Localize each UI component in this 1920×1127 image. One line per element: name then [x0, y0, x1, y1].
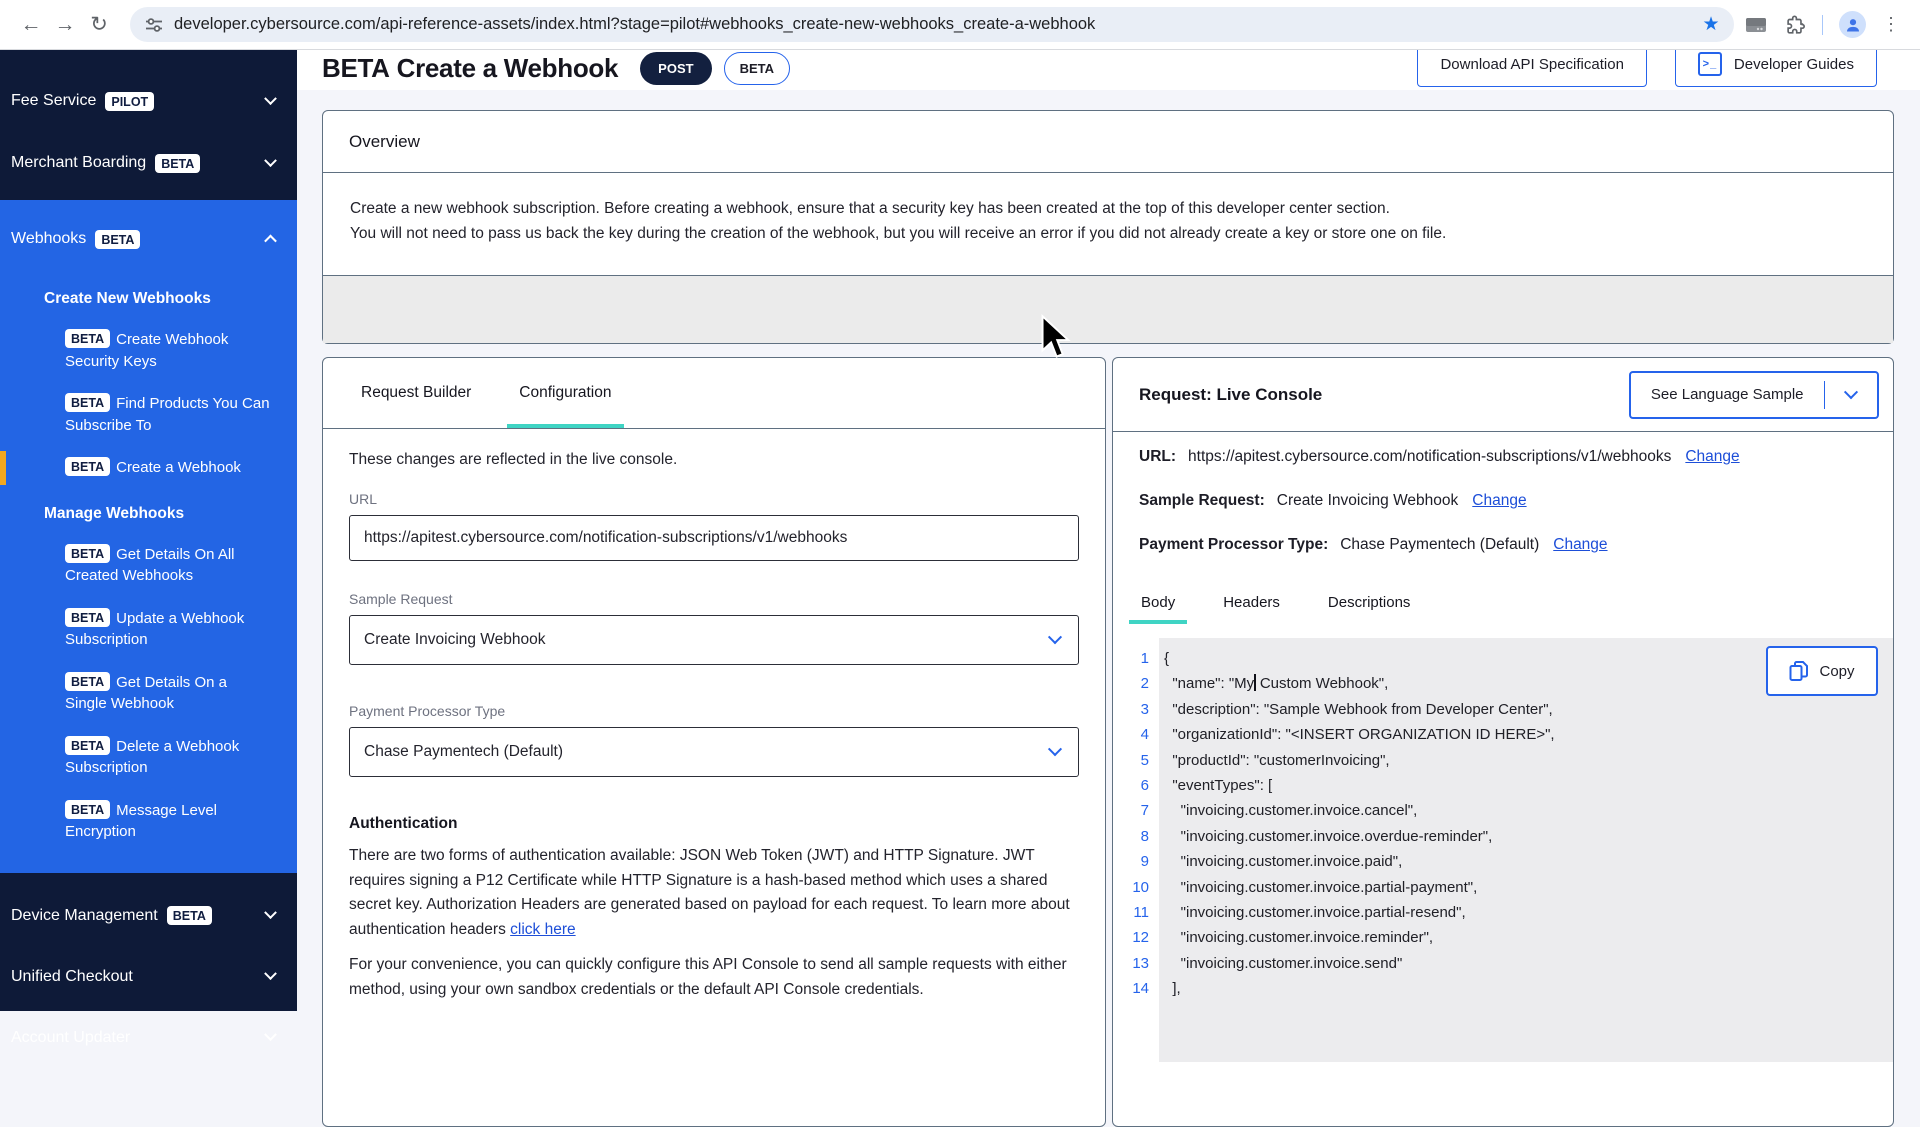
sidebar-item-find-products[interactable]: [0, 393, 297, 436]
beta-badge: BETA: [65, 457, 110, 476]
bookmark-star-icon[interactable]: ★: [1702, 14, 1720, 35]
beta-badge: BETA: [65, 800, 110, 819]
chevron-up-icon: [264, 234, 277, 247]
forward-icon[interactable]: →: [54, 12, 76, 36]
chevron-down-icon: [264, 92, 277, 105]
keyboard-icon[interactable]: [1744, 15, 1768, 35]
beta-badge: BETA: [65, 736, 110, 755]
authentication-paragraph-1: [349, 844, 1079, 942]
authentication-paragraph-2: For your convenience, you can quickly configure this API Console to send all sample requests with either method, using your own sandbox credentials or the default API Console credentials.: [349, 956, 1067, 998]
beta-badge: BETA: [65, 544, 110, 563]
url-address-text[interactable]: developer.cybersource.com/api-reference-assets/index.html?stage=pilot#webhooks_create-new-webhooks_create-a-webhook: [174, 15, 1096, 33]
tab-request-builder[interactable]: Request Builder: [361, 384, 472, 401]
beta-badge: BETA: [155, 154, 200, 173]
group-title-create-new-webhooks: Create New Webhooks: [44, 290, 211, 307]
line-number: 2: [1140, 675, 1149, 693]
code-line[interactable]: 10 "invoicing.customer.invoice.partial-payment",: [1113, 875, 1893, 900]
toolbar-actions: [1744, 11, 1907, 38]
sidebar-item-label: Device Management: [11, 906, 158, 924]
profile-avatar[interactable]: [1839, 11, 1866, 38]
code-line[interactable]: 13 "invoicing.customer.invoice.send": [1113, 951, 1893, 976]
tab-headers[interactable]: Headers: [1223, 593, 1280, 611]
see-language-sample-button[interactable]: [1629, 371, 1879, 419]
code-line[interactable]: 12 "invoicing.customer.invoice.reminder",: [1113, 925, 1893, 950]
page-title-beta-prefix: BETA: [322, 52, 390, 83]
url-input[interactable]: [349, 515, 1079, 561]
change-sample-request-link[interactable]: Change: [1472, 492, 1527, 509]
overview-body: [323, 173, 1893, 269]
sidebar-item-label: Account Updater: [11, 1028, 131, 1046]
payment-processor-select[interactable]: [349, 727, 1079, 777]
line-number: 3: [1140, 700, 1149, 718]
chevron-down-icon: [264, 906, 277, 919]
sidebar-item-merchant-boarding[interactable]: [0, 138, 297, 188]
code-line[interactable]: 7 "invoicing.customer.invoice.cancel",: [1113, 798, 1893, 823]
change-processor-link[interactable]: Change: [1553, 536, 1608, 553]
tab-body[interactable]: Body: [1117, 580, 1199, 624]
sidebar-item-create-webhook-security-keys[interactable]: [0, 329, 297, 372]
code-line[interactable]: 14 ],: [1113, 976, 1893, 1001]
sidebar-item-label: Get Details On All Created Webhooks: [65, 545, 235, 584]
sample-request-value: Create Invoicing Webhook: [364, 631, 546, 648]
sample-request-select[interactable]: [349, 615, 1079, 665]
live-console-card: [1112, 357, 1894, 1127]
code-line[interactable]: 1 {: [1113, 646, 1893, 671]
beta-badge: BETA: [167, 906, 212, 925]
group-title-manage-webhooks: Manage Webhooks: [44, 504, 185, 522]
tab-descriptions[interactable]: Descriptions: [1327, 593, 1411, 611]
reload-icon[interactable]: ↻: [90, 13, 108, 36]
chevron-down-icon: [264, 1028, 277, 1041]
copy-icon: [1789, 660, 1809, 682]
copy-button[interactable]: [1766, 646, 1878, 696]
line-number: 13: [1132, 954, 1149, 972]
sidebar-item-label: Delete a Webhook Subscription: [65, 737, 240, 776]
collapsed-section: [323, 275, 1893, 343]
line-number: 11: [1133, 904, 1149, 922]
authentication-heading: Authentication: [349, 815, 458, 832]
builder-note: These changes are reflected in the live console.: [349, 451, 678, 468]
code-line[interactable]: 4 "organizationId": "<INSERT ORGANIZATION ID HERE>",: [1113, 722, 1893, 747]
code-line[interactable]: 9 "invoicing.customer.invoice.paid",: [1113, 849, 1893, 874]
tab-configuration[interactable]: Configuration: [495, 358, 635, 428]
sidebar-item-label: Unified Checkout: [11, 967, 133, 985]
sidebar-webhooks-section: [0, 200, 297, 873]
sidebar-item-update-webhook-subscription[interactable]: [0, 608, 297, 651]
line-number: 14: [1132, 980, 1149, 998]
header-buttons: [1417, 53, 1877, 87]
line-number: 9: [1140, 853, 1149, 871]
request-body-code-editor[interactable]: [1113, 638, 1893, 1062]
code-line[interactable]: 3 "description": "Sample Webhook from Developer Center",: [1113, 697, 1893, 722]
beta-badge: BETA: [65, 329, 110, 348]
payment-processor-label: Payment Processor Type: [349, 703, 506, 719]
request-builder-card: [322, 357, 1106, 1127]
payment-processor-value: Chase Paymentech (Default): [364, 743, 564, 760]
line-number: 12: [1132, 929, 1149, 947]
sample-request-label: Sample Request: [349, 591, 453, 607]
overview-text-line2: You will not need to pass us back the key during the creation of the webhook, but you will receive an error if you did not already create a key or store one on file.: [350, 225, 1447, 242]
sidebar-item-label: Message Level Encryption: [65, 801, 218, 840]
developer-guides-label: Developer Guides: [1733, 55, 1854, 73]
toolbar-divider: [1822, 15, 1824, 35]
see-language-sample-label: See Language Sample: [1650, 386, 1804, 403]
sidebar-item-create-a-webhook-active[interactable]: [0, 457, 297, 479]
sidebar-item-label: Fee Service: [11, 92, 97, 109]
browser-menu-icon[interactable]: ⋮: [1882, 14, 1900, 34]
console-header: [1113, 358, 1893, 432]
page-header: [297, 50, 1920, 90]
overview-header: [323, 111, 1893, 173]
console-title: Request: Live Console: [1139, 384, 1323, 404]
console-tabs: [1113, 580, 1893, 624]
chevron-down-icon: [264, 967, 277, 980]
sidebar-item-label: Create Webhook Security Keys: [65, 331, 229, 370]
beta-pill: BETA: [724, 52, 790, 85]
back-icon[interactable]: ←: [20, 12, 42, 36]
overview-text-line1: Create a new webhook subscription. Before creating a webhook, ensure that a security key has been created at the top of this developer center section.: [350, 200, 1390, 217]
sidebar-item-label: Get Details On a Single Webhook: [65, 673, 227, 712]
sidebar-item-get-details-single-webhook[interactable]: [0, 672, 297, 715]
sidebar-item-fee-service[interactable]: [0, 76, 297, 126]
sidebar-item-get-details-all-webhooks[interactable]: [0, 544, 297, 587]
line-number: 5: [1140, 751, 1149, 769]
console-summary-rows: [1113, 432, 1893, 554]
beta-badge: BETA: [65, 672, 110, 691]
sidebar-item-account-updater[interactable]: [0, 1013, 297, 1063]
sidebar-item-device-management[interactable]: [0, 891, 297, 941]
sidebar-item-label: Merchant Boarding: [11, 154, 147, 171]
row-label: URL:: [1139, 448, 1177, 465]
code-line[interactable]: 8 "invoicing.customer.invoice.overdue-reminder",: [1113, 824, 1893, 849]
sidebar-item-unified-checkout[interactable]: [0, 952, 297, 1002]
overview-card: [322, 110, 1894, 344]
sidebar-bottom-items: [0, 873, 297, 1063]
line-number: 10: [1132, 878, 1149, 896]
page-title-text: Create a Webhook: [396, 52, 619, 83]
row-label: Sample Request:: [1139, 492, 1265, 509]
code-line[interactable]: 5 "productId": "customerInvoicing",: [1113, 748, 1893, 773]
pilot-badge: PILOT: [105, 92, 154, 111]
console-sample-request-row: [1139, 492, 1867, 510]
console-url-row: [1139, 448, 1867, 466]
line-number: 4: [1140, 726, 1149, 744]
url-bar[interactable]: [130, 7, 1734, 42]
row-value: https://apitest.cybersource.com/notification-subscriptions/v1/webhooks: [1188, 448, 1672, 465]
line-number: 6: [1140, 777, 1149, 795]
chevron-down-icon: [1048, 630, 1062, 644]
sidebar: [0, 50, 297, 1046]
builder-body: [323, 429, 1105, 1024]
sidebar-item-label: Webhooks: [11, 230, 87, 247]
code-line[interactable]: 2 "name": "My Custom Webhook",: [1113, 671, 1893, 696]
chevron-down-icon: [1844, 385, 1858, 399]
line-number: 8: [1140, 827, 1149, 845]
browser-toolbar: [0, 0, 1920, 50]
chevron-down-icon: [1048, 742, 1062, 756]
site-info-icon[interactable]: [144, 15, 164, 35]
beta-badge: BETA: [65, 608, 110, 627]
beta-badge: BETA: [65, 393, 110, 412]
sidebar-item-webhooks[interactable]: [0, 214, 297, 264]
sidebar-item-label: Update a Webhook Subscription: [65, 609, 245, 648]
console-processor-row: [1139, 536, 1867, 554]
post-method-pill: POST: [640, 52, 711, 85]
line-number: 7: [1140, 802, 1149, 820]
row-label: Payment Processor Type:: [1139, 536, 1329, 553]
change-url-link[interactable]: Change: [1685, 448, 1740, 465]
code-line[interactable]: 11 "invoicing.customer.invoice.partial-resend",: [1113, 900, 1893, 925]
chevron-down-icon: [264, 154, 277, 167]
line-number: 1: [1140, 650, 1149, 667]
builder-tabs: [323, 358, 1105, 429]
sidebar-item-message-level-encryption[interactable]: [0, 800, 297, 843]
url-field-label: URL: [349, 491, 378, 507]
main-content: [297, 90, 1920, 1011]
beta-badge: BETA: [95, 230, 140, 249]
download-api-spec-label: Download API Specification: [1440, 55, 1624, 73]
row-value: Create Invoicing Webhook: [1276, 492, 1459, 509]
sidebar-item-label: Create a Webhook: [116, 459, 241, 476]
terminal-icon: >_: [1698, 52, 1722, 76]
sidebar-item-delete-webhook-subscription[interactable]: [0, 736, 297, 779]
click-here-link[interactable]: click here: [510, 920, 576, 938]
row-value: Chase Paymentech (Default): [1340, 536, 1540, 553]
code-line[interactable]: 6 "eventTypes": [: [1113, 773, 1893, 798]
overview-title: Overview: [349, 131, 420, 151]
sidebar-top-items: [0, 50, 297, 188]
page-title: [322, 53, 618, 84]
copy-label: Copy: [1819, 662, 1855, 680]
extensions-icon[interactable]: [1784, 14, 1806, 36]
authentication-text: There are two forms of authentication available: JSON Web Token (JWT) and HTTP Signature. JWT requires signing a P12 Certificate while HTTP Signature is a hash-based method which uses a shared secret key. Authorization Headers are generated based on payload for each request. To learn more about authentication headers: [349, 847, 1070, 938]
sidebar-item-label: Find Products You Can Subscribe To: [65, 395, 270, 434]
